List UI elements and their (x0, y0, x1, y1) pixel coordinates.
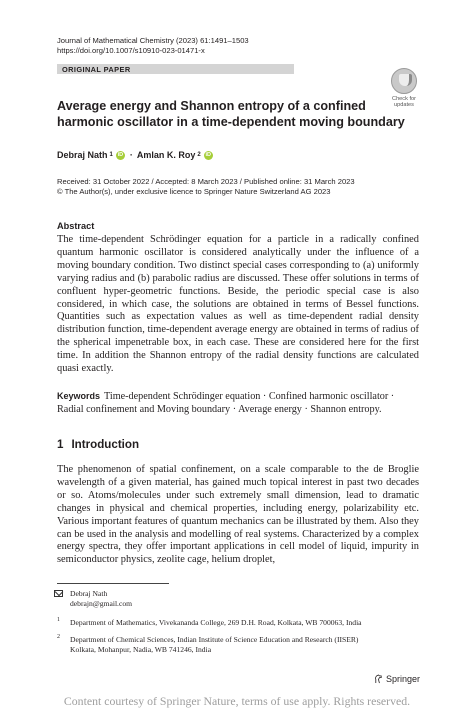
publisher-logo (374, 674, 420, 684)
keywords-text: Time-dependent Schrödinger equation · Confined harmonic oscillator · Radial confinement and Moving boundary · Average energy · Shannon entropy. (57, 391, 395, 415)
history-dates: Received: 31 October 2022 / Accepted: 8 March 2023 / Published online: 31 March 2023 (57, 177, 355, 186)
section-heading (57, 438, 139, 451)
author-name[interactable]: Amlan K. Roy (136, 150, 196, 160)
abstract-heading: Abstract (57, 221, 95, 231)
affiliation-footnote: Department of Chemical Sciences, Indian Institute of Science Education and Research (IISER) Kolkata, Mohanpur, Nadia, WB 741246, India (70, 635, 359, 654)
author-list (57, 150, 214, 160)
introduction-text: The phenomenon of spatial confinement, on a scale comparable to the de Broglie wavelength of a given material, has gained much topical interest in past two decades or so. Atoms/molecules under such extremely small dimension, lead to dramatic changes in physical and chemical properties, including energy, polarizability etc. Various important features of quantum mechanics can be illustrated by them. Also they can be used in the analysis and modelling of real systems. Characterized by a complex energy spectra, they offer important applications in cell model of liquid, impurity in semiconductor physics, zeolite cage, helium droplet, (57, 464, 419, 566)
footnote-divider (57, 583, 169, 584)
envelope-icon (54, 590, 63, 597)
check-updates-label: Check for updates (392, 96, 416, 109)
author-affiliation-sup: 1 (109, 152, 113, 158)
corresponding-author-name: Debraj Nath (70, 589, 108, 598)
section-number: 1 (57, 438, 64, 451)
footnote-number: 2 (57, 634, 60, 640)
article-title: Average energy and Shannon entropy of a confined harmonic oscillator in a time-dependent moving boundary (57, 99, 405, 129)
journal-header (57, 36, 249, 56)
publication-dates (57, 177, 355, 197)
orcid-icon[interactable]: iD (117, 151, 124, 158)
publisher-name: Springer (386, 674, 421, 684)
springer-horse-icon (374, 674, 383, 684)
journal-citation: Journal of Mathematical Chemistry (2023) 61:1491–1503 (57, 36, 249, 45)
copyright-watermark: Content courtesy of Springer Nature, terms of use apply. Rights reserved. (63, 694, 411, 708)
section-title: Introduction (71, 438, 140, 451)
keywords-label: Keywords (57, 391, 101, 401)
footnote-number: 1 (57, 617, 60, 623)
author-affiliation-sup: 2 (197, 152, 201, 158)
bookmark-icon (391, 68, 417, 94)
doi-link[interactable]: https://doi.org/10.1007/s10910-023-01471-x (57, 46, 205, 55)
keywords-section (57, 390, 419, 417)
corresponding-author-email[interactable]: debrajn@gmail.com (70, 599, 133, 608)
affiliation-footnote: Department of Mathematics, Vivekananda College, 269 D.H. Road, Kolkata, WB 700063, India (70, 618, 362, 627)
author-separator: · (129, 150, 133, 160)
copyright-line: © The Author(s), under exclusive licence to Springer Nature Switzerland AG 2023 (57, 187, 331, 196)
article-type-label: ORIGINAL PAPER (62, 65, 131, 74)
orcid-icon[interactable]: iD (205, 151, 211, 158)
abstract-text: The time-dependent Schrödinger equation for a particle in a radically confined quantum harmonic oscillator is considered analytically under the influence of a moving boundary condition. Two distinct special cases corresponding to (a) uniformly varying radius and (b) parabolic radius are discussed. These offer solutions in terms of confluent hyper-geometric functions. Beside, the periodic special case is also considered, in which case, the solutions are obtained in terms of Bessel functions. Quantities such as expectation values as well as time-dependent radial density distribution function, time-dependent average energy are obtained in terms of radius of the spherical impenetrable box, in each case. These are considered here for the first time. In addition the Shannon entropy of the radial density functions are calculated quasi exactly. (57, 234, 419, 375)
author-name[interactable]: Debraj Nath (57, 150, 108, 160)
